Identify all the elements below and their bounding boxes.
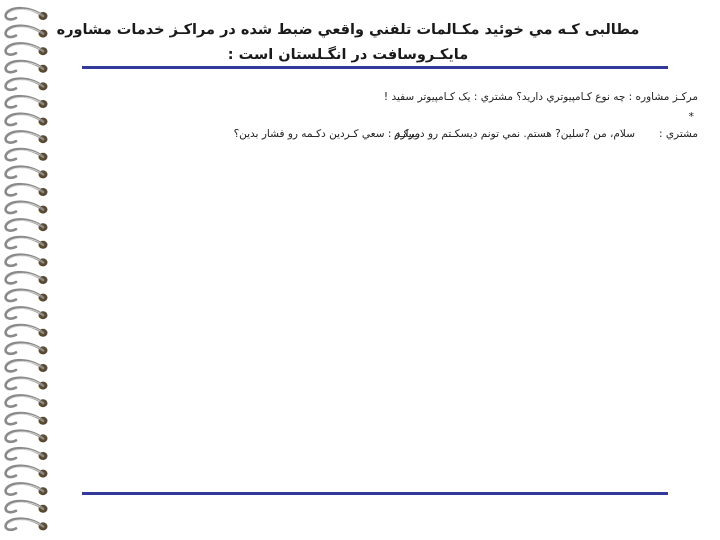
binding-ring <box>6 219 48 231</box>
binding-ring <box>6 61 48 73</box>
binding-ring <box>6 26 48 38</box>
title-line-1: مطالبی کـه مي خوئيد مکـالمات تلفني واقعي ضبط شده در مراکـز خدمات مشاوره <box>56 22 640 38</box>
binding-ring <box>6 96 48 108</box>
binding-ring <box>6 272 48 284</box>
binding-ring <box>6 501 48 513</box>
binding-ring <box>6 307 48 319</box>
binding-ring <box>6 378 48 390</box>
binding-ring <box>6 149 48 161</box>
binding-ring <box>6 343 48 355</box>
bottom-divider <box>82 492 668 495</box>
dialogue-line-3: سلام، من ?سلين? هستم. نمي تونم ديسکـتم رو دربيارم <box>394 128 635 140</box>
binding-ring <box>6 325 48 337</box>
top-divider <box>82 66 668 69</box>
binding-ring <box>6 255 48 267</box>
binding-ring <box>6 184 48 196</box>
binding-ring <box>6 114 48 126</box>
binding-ring <box>6 290 48 302</box>
binding-ring <box>6 413 48 425</box>
binding-ring <box>6 395 48 407</box>
binding-ring <box>6 431 48 443</box>
dialogue-line-3-reply: مرکـز : سعي کـردين دکـمه رو فشار بدين؟ <box>233 128 420 140</box>
binding-ring <box>6 167 48 179</box>
binding-ring <box>6 79 48 91</box>
dialogue-line-1: مرکـز مشاوره : چه نوع کـامپيوتري داريد؟ مشتري : يک کـامپيوتر سفيد ! <box>383 91 698 103</box>
binding-ring <box>6 448 48 460</box>
binding-ring <box>6 43 48 55</box>
dialogue-speaker-customer: مشتري : <box>658 128 698 140</box>
binding-ring <box>6 483 48 495</box>
binding-ring <box>6 202 48 214</box>
binding-ring <box>6 237 48 249</box>
title-line-2: مايکـروسافت در انگـلستان است : <box>227 47 469 63</box>
dialogue-line-2: * <box>688 110 694 123</box>
spiral-binding <box>0 0 60 540</box>
binding-ring <box>6 131 48 143</box>
binding-ring <box>6 8 48 20</box>
binding-ring <box>6 360 48 372</box>
binding-ring <box>6 519 48 531</box>
binding-ring <box>6 466 48 478</box>
